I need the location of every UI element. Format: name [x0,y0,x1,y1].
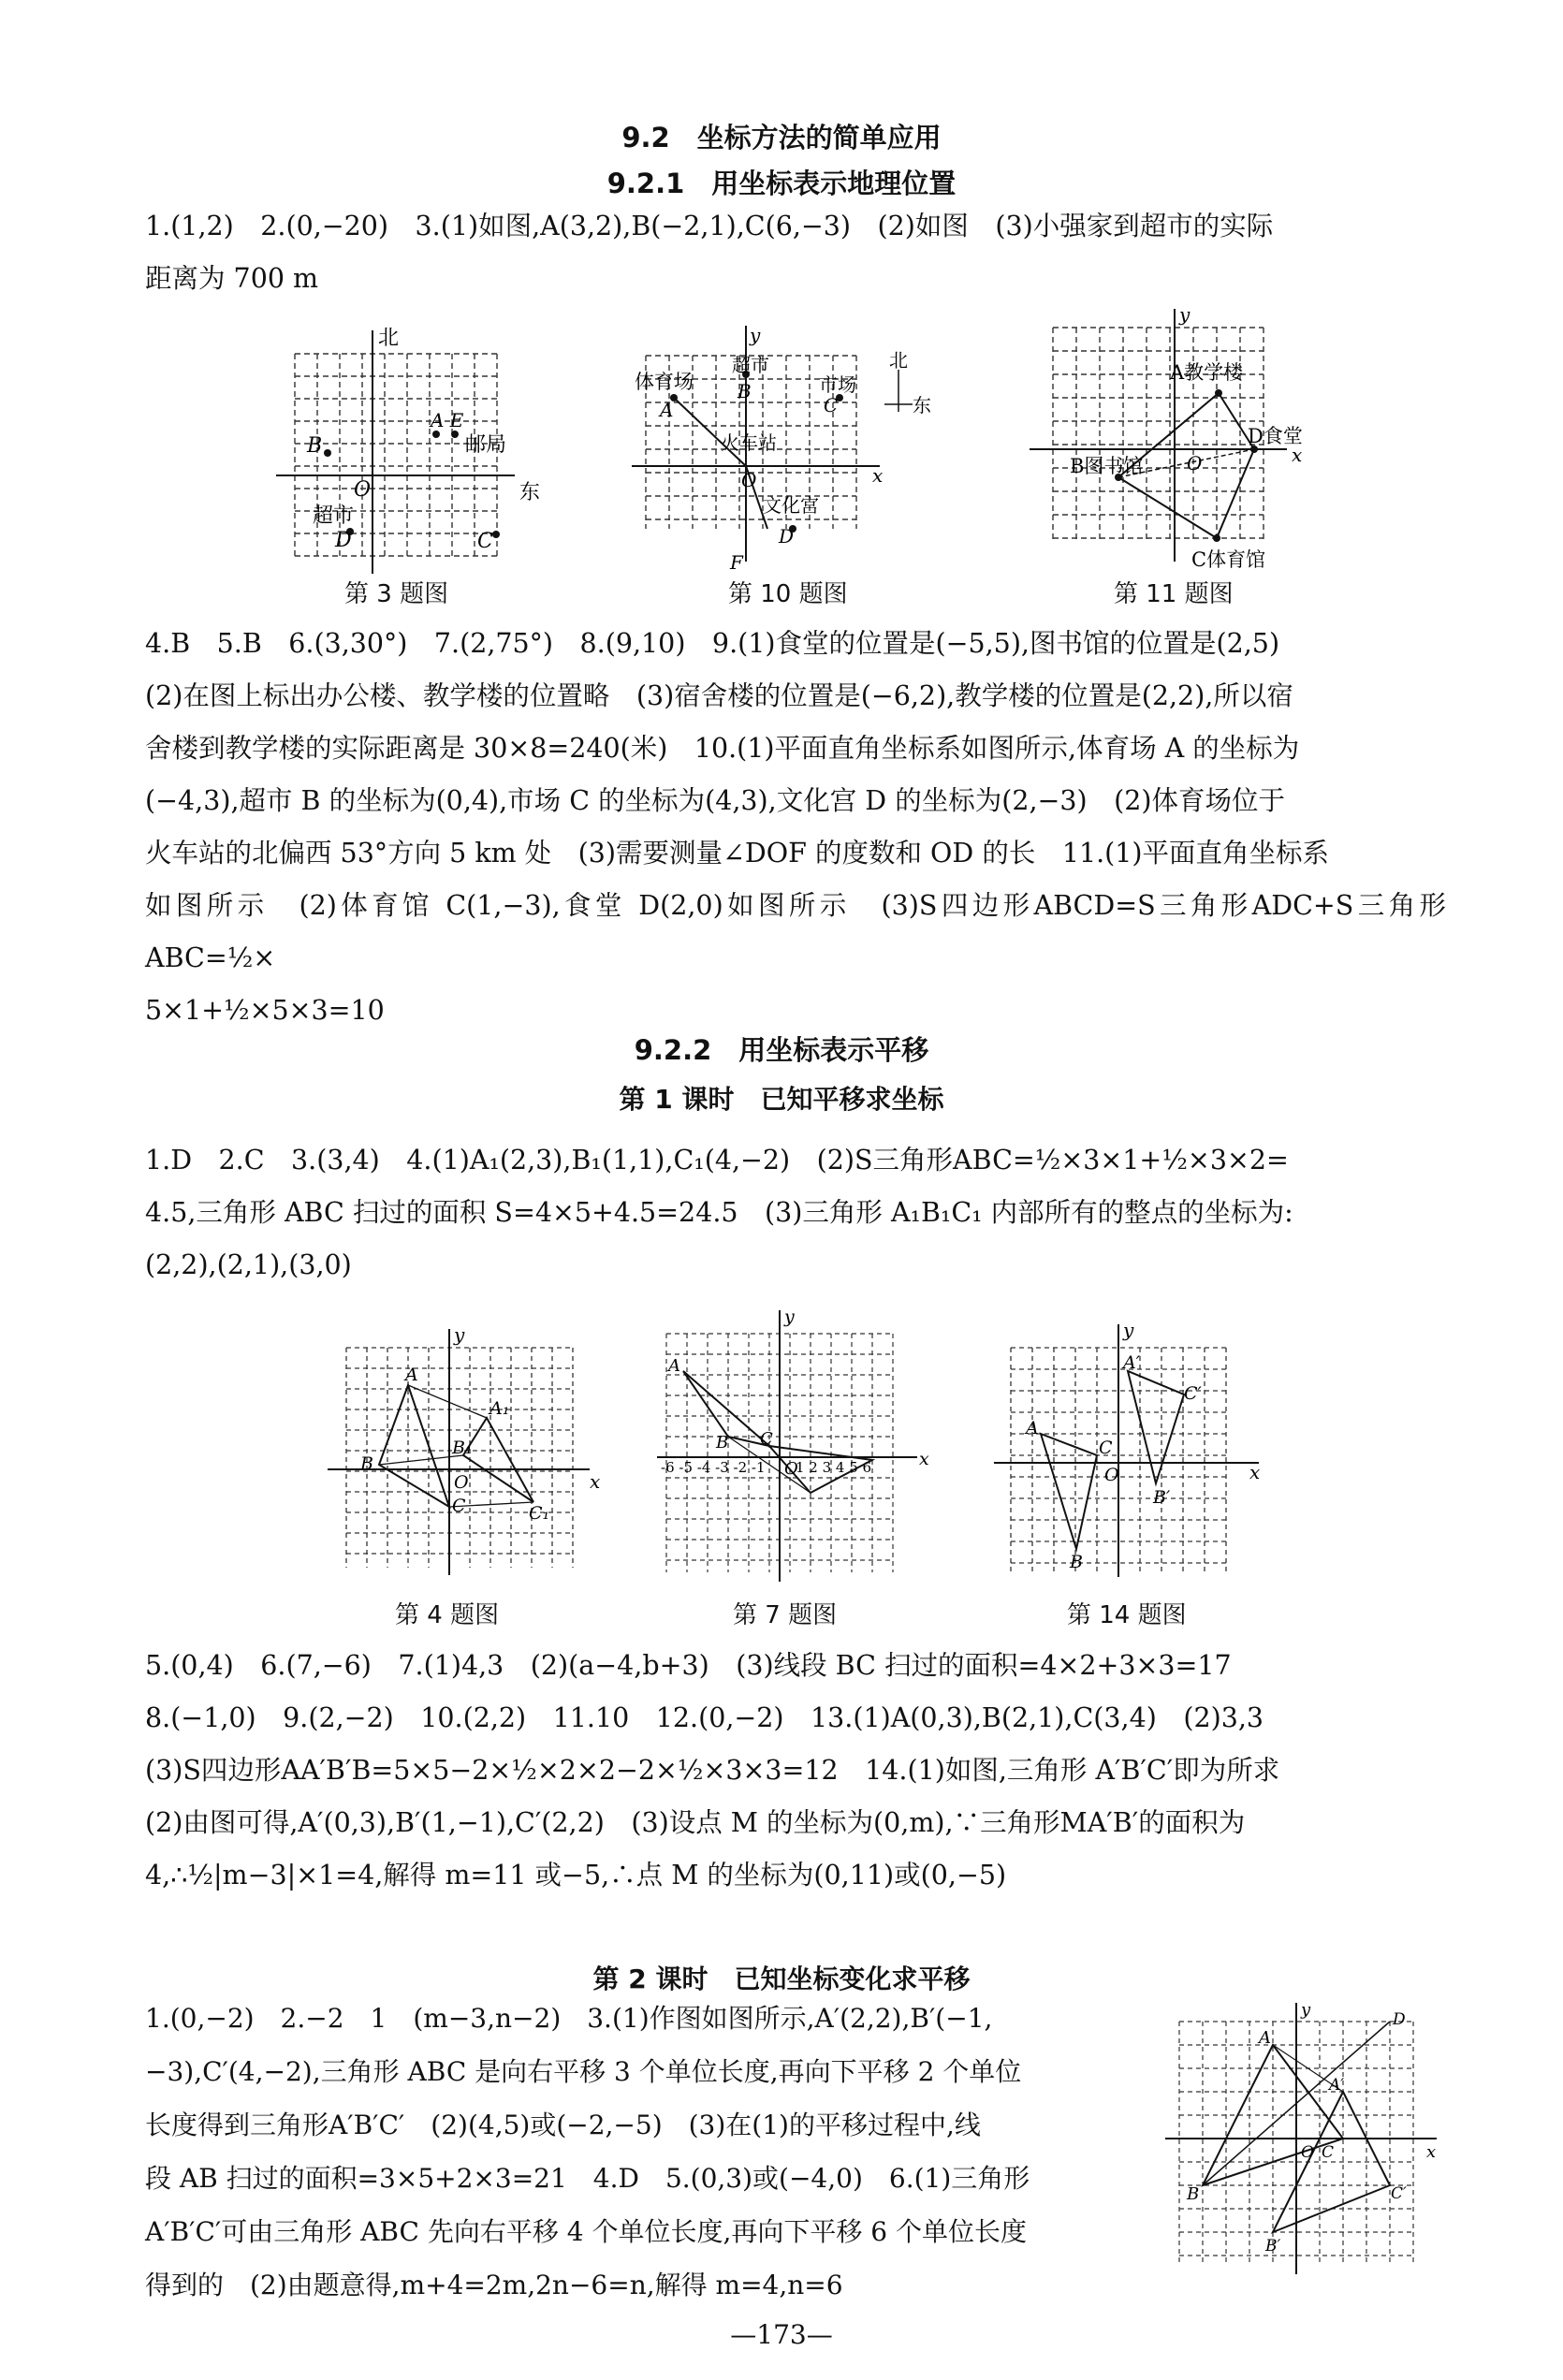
answers-block-3: 1.D 2.C 3.(3,4) 4.(1)A₁(2,3),B₁(1,1),C₁(4,−2) (2)S三角形ABC=½×3×1+½×3×2= 4.5,三角形 ABC 扫过的面积 S=4×5+4.5=24.5 (3)三角形 A₁B₁C₁ 内部所有的整点的坐标为: (2,2),(2,1),(3,0) [145,1145,1293,1280]
svg-text:B₁: B₁ [452,1438,473,1458]
answers-block-4: 5.(0,4) 6.(7,−6) 7.(1)4,3 (2)(a−4,b+3) (3)线段 BC 扫过的面积=4×2+3×3=17 8.(−1,0) 9.(2,−2) 10.(2,2) 11.10 12.(0,−2) 13.(1)A(0,3),B(2,1),C(3,4) (2)3,3 (3)S四边形AA′B′B=5×5−2×½×2×2−2×½×3×3=12 14.(1)如图,三角形 A′B′C′即为所求 (2)由图可得,A′(0,3),B′(1,−1),C′(2,2) (3)设点 M 的坐标为(0,m),∵三角形MA′B′的面积为 4,∴½|m−3|×1=4,解得 m=11 或−5,∴点 M 的坐标为(0,11)或(0,−5) [145,1650,1280,1891]
svg-text:D: D [779,525,795,548]
svg-text:D: D [335,529,352,552]
svg-text:O: O [1301,2143,1314,2162]
svg-text:东: 东 [913,394,931,416]
svg-text:A: A [660,399,674,421]
caption-q4: 第 4 题图 [395,1601,500,1629]
svg-text:D: D [1393,2010,1406,2029]
svg-text:A: A [405,1365,418,1385]
svg-text:x: x [1249,1461,1261,1483]
svg-text:1 2 3 4 5 6: 1 2 3 4 5 6 [796,1459,872,1476]
svg-text:-6 -5 -4 -3 -2 -1: -6 -5 -4 -3 -2 -1 [661,1459,766,1476]
svg-text:B′: B′ [1153,1487,1171,1508]
figure-q3-map [271,326,543,578]
svg-text:B′: B′ [1265,2237,1281,2256]
lesson-title-1: 第 1 课时 已知平移求坐标 [619,1084,944,1115]
svg-text:B: B [738,380,752,402]
svg-text:x: x [1292,444,1303,466]
svg-text:A₁: A₁ [489,1398,510,1419]
svg-text:C: C [1322,2143,1335,2162]
lesson-title-2: 第 2 课时 已知坐标变化求平移 [592,1964,971,1994]
svg-text:C₁: C₁ [529,1503,550,1524]
svg-text:y: y [750,324,761,346]
svg-text:O: O [1104,1465,1119,1485]
svg-text:A: A [1259,2028,1271,2048]
svg-text:A E: A E [431,409,464,431]
figure-q7-translation [655,1306,936,1586]
svg-text:A′: A′ [1329,2076,1345,2095]
svg-text:O: O [741,469,757,491]
svg-text:B: B [1070,1552,1083,1572]
svg-text:A′: A′ [1123,1352,1141,1373]
caption-q14: 第 14 题图 [1067,1601,1187,1629]
svg-text:O: O [454,1472,469,1493]
svg-text:x: x [872,464,884,487]
svg-text:B图书馆: B图书馆 [1070,455,1144,477]
svg-text:C′: C′ [1184,1383,1202,1404]
svg-text:火车站: 火车站 [721,431,777,454]
caption-q3: 第 3 题图 [344,580,449,608]
caption-q7: 第 7 题图 [733,1601,838,1629]
svg-text:B: B [716,1433,729,1453]
svg-text:x: x [1426,2142,1437,2162]
svg-text:B: B [360,1453,373,1474]
svg-text:D食堂: D食堂 [1248,425,1303,447]
caption-q11: 第 11 题图 [1114,580,1234,608]
svg-text:O: O [354,478,372,502]
figure-q4-translation [323,1324,604,1577]
svg-text:y: y [1179,304,1191,326]
svg-text:y: y [1123,1320,1134,1341]
svg-text:C: C [824,394,839,416]
svg-text:市场: 市场 [819,373,856,396]
section-title: 9.2 坐标方法的简单应用 [621,122,942,153]
svg-text:B: B [307,434,323,458]
svg-text:y: y [784,1307,795,1327]
svg-text:A: A [668,1356,680,1376]
subsection-title-1: 9.2.1 用坐标表示地理位置 [606,168,957,199]
svg-text:C: C [452,1496,466,1516]
svg-text:x: x [590,1470,601,1493]
svg-text:x: x [919,1449,929,1469]
subsection-title-2: 9.2.2 用坐标表示平移 [634,1034,929,1066]
svg-text:C′: C′ [1391,2184,1407,2203]
svg-text:超市: 超市 [313,504,355,528]
svg-text:C: C [1099,1438,1113,1458]
figure-q14-translation [992,1320,1273,1582]
answers-block-2: 4.B 5.B 6.(3,30°) 7.(2,75°) 8.(9,10) 9.(1)食堂的位置是(−5,5),图书馆的位置是(2,5) (2)在图上标出办公楼、教学楼的位置略 (3)宿舍楼的位置是(−6,2),教学楼的位置是(2,2),所以宿 舍楼到教学楼的实际距离是 30×8=240(米) 10.(1)平面直角坐标系如图所示,体育场 A 的坐标为 (−4,3),超市 B 的坐标为(0,4),市场 C 的坐标为(4,3),文化宫 D 的坐标为(2,−3) (2)体育场位于 火车站的北偏西 53°方向 5 km 处 (3)需要测量∠DOF 的度数和 OD 的长 11.(1)平面直角坐标系 如图所示 (2)体育馆 C(1,−3),食堂 D(2,0)如图所示 (3)S四边形ABCD=S三角形ADC+S三角形ABC=½× 5×1+½×5×3=10 [145,628,1446,1026]
svg-text:体育场: 体育场 [635,371,694,393]
svg-text:C: C [477,530,493,553]
svg-text:A: A [1026,1418,1039,1438]
answers-block-1: 1.(1,2) 2.(0,−20) 3.(1)如图,A(3,2),B(−2,1),C(6,−3) (2)如图 (3)小强家到超市的实际 距离为 700 m [145,211,1274,294]
svg-text:y: y [454,1324,465,1346]
svg-text:B: B [1187,2184,1200,2204]
svg-text:O: O [784,1459,798,1479]
svg-text:C: C [760,1429,773,1449]
svg-text:C体育馆: C体育馆 [1191,548,1266,571]
figure-q10-map [627,318,936,576]
svg-text:F: F [730,551,743,574]
svg-text:y: y [1301,2000,1311,2020]
figure-lesson2-q3 [1161,1998,1441,2279]
north-label: 北 [378,327,400,350]
page-number: —173— [730,2319,833,2350]
answers-block-5: 1.(0,−2) 2.−2 1 (m−3,n−2) 3.(1)作图如图所示,A′(2,2),B′(−1, −3),C′(4,−2),三角形 ABC 是向右平移 3 个单位长度,再向下平移 2 个单位 长度得到三角形A′B′C′ (2)(4,5)或(−2,−5) (3)在(1)的平移过程中,线 段 AB 扫过的面积=3×5+2×3=21 4.D 5.(0,3)或(−4,0) 6.(1)三角形 A′B′C′可由三角形 ABC 先向右平移 4 个单位长度,再向下平移 6 个单位长度 得到的 (2)由题意得,m+4=2m,2n−6=n,解得 m=4,n=6 [145,2003,1030,2300]
svg-text:北: 北 [889,349,908,372]
svg-text:邮局: 邮局 [465,433,507,457]
caption-q10: 第 10 题图 [728,580,848,608]
svg-text:O: O [1187,452,1203,475]
svg-text:A教学楼: A教学楼 [1170,361,1244,384]
svg-text:文化宫: 文化宫 [763,494,819,517]
east-label: 东 [519,481,541,504]
svg-text:超市: 超市 [732,354,769,376]
figure-q11-map [1025,304,1324,576]
